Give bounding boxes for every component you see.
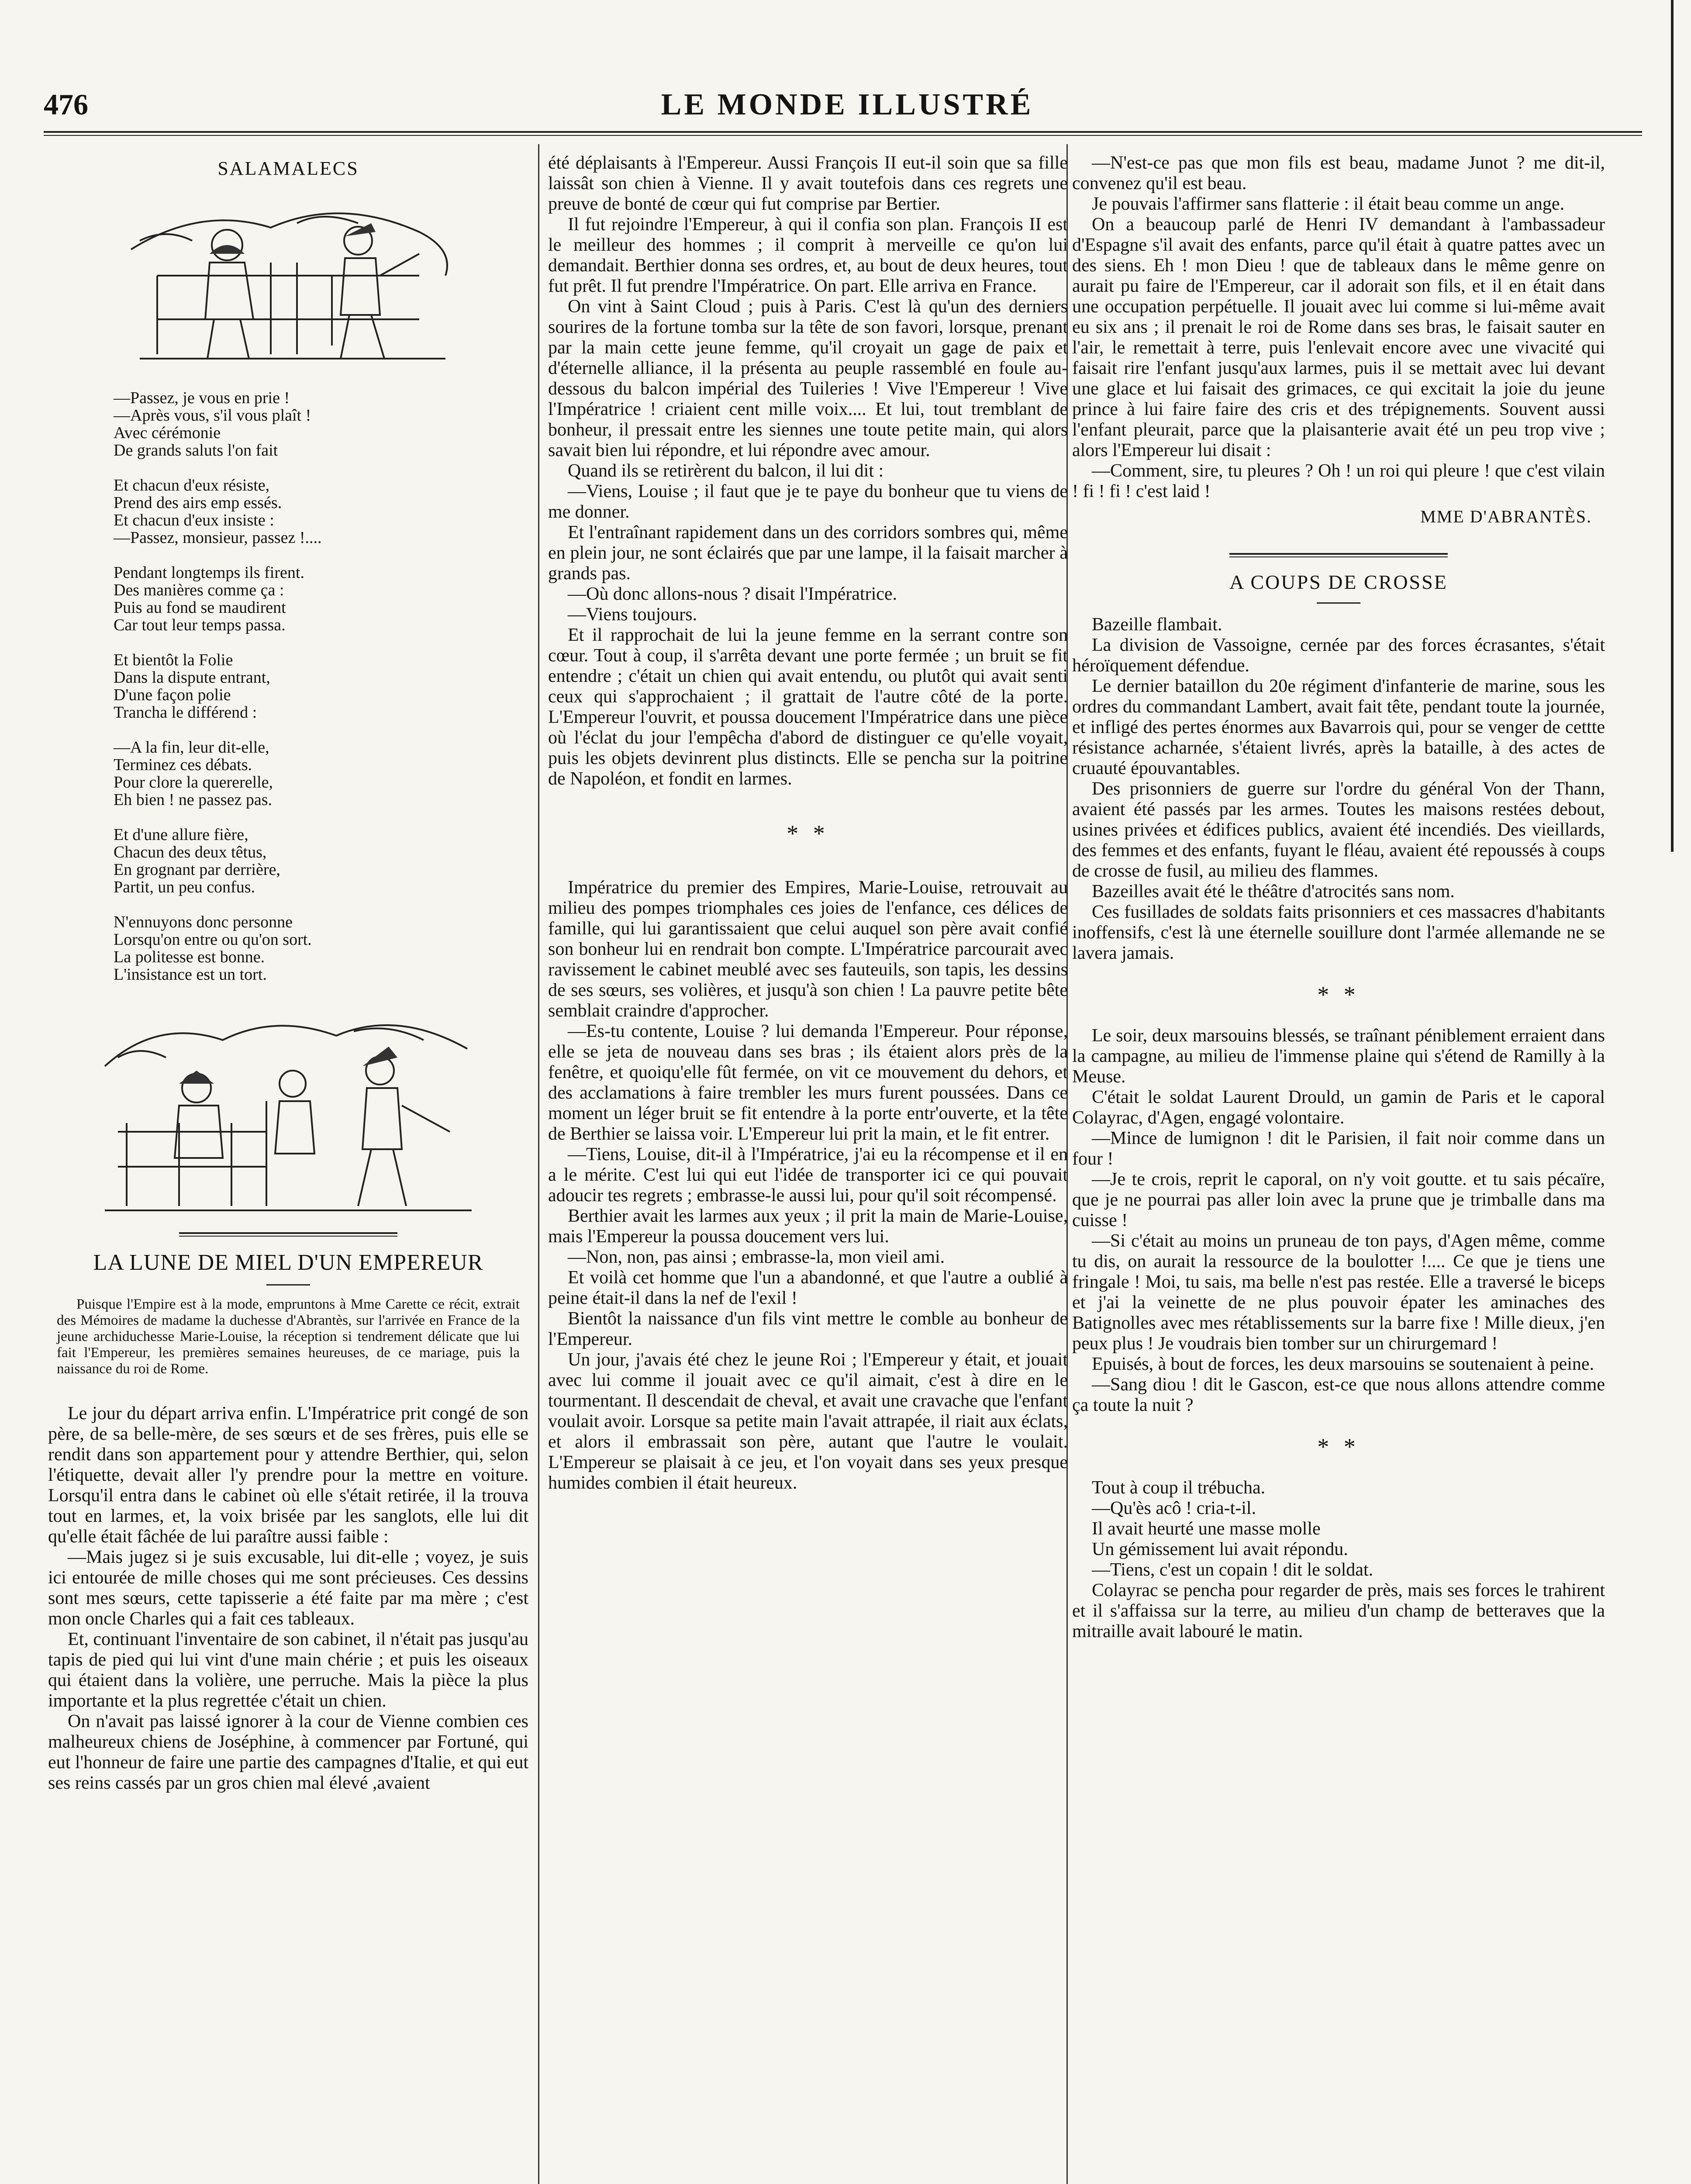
poem-line: Et bientôt la Folie xyxy=(114,651,233,669)
poem-stanza xyxy=(114,477,528,546)
paragraph: Impératrice du premier des Empires, Marie-Louise, retrouvait au milieu des pompes triomphales ces joies de l'enfance, ces délices de famille, qui lui garantissaient que celui auquel son père avait confié son bonheur lui en rendrait bon compte. L'Impératrice parcourait avec ravissement le cabinet meublé avec ses fauteuils, son tapis, les dessins de ses sœurs, ses volières, et jusqu'à son chien ! La pauvre petite bête semblait craindre d'approcher. xyxy=(548,878,1068,1021)
paragraph: Le soir, deux marsouins blessés, se traînant péniblement erraient dans la campagne, au milieu de l'immense plaine qui s'étend de Ramilly à la Meuse. xyxy=(1072,1026,1605,1087)
paragraph: Tout à coup il trébucha. xyxy=(1092,1478,1266,1498)
paragraph: Bientôt la naissance d'un fils vint mettre le comble au bonheur de l'Empereur. xyxy=(548,1309,1068,1349)
paragraph: Quand ils se retirèrent du balcon, il lui dit : xyxy=(568,461,884,481)
page-header xyxy=(44,87,1651,135)
poem-line: Puis au fond se maudirent xyxy=(114,598,286,617)
paragraph: Le dernier bataillon du 20e régiment d'infanterie de marine, sous les ordres du commandant Lambert, avait fait tête, pendant toute la journée, et infligé des pertes énormes aux Bavarrois qui, pour se venger de cettte résistance acharnée, s'étaient livrés, après la bataille, à des actes de cruauté épouvantables. xyxy=(1072,676,1605,778)
poem-line: Trancha le différend : xyxy=(114,703,257,722)
paragraph: —Tiens, Louise, dit-il à l'Impératrice, j'ai eu la récompense et il en a le mérite. C'est lui qui eut l'idée de transporter ici ce qui pouvait adoucir tes regrets ; embrasse-le aussi lui, pour qu'il soit récompensé. xyxy=(548,1144,1068,1206)
poem-line: Partit, un peu confus. xyxy=(114,878,255,896)
poem-line: D'une façon polie xyxy=(114,686,231,704)
page-edge-line xyxy=(1671,0,1674,852)
poem-stanza xyxy=(114,389,528,459)
paragraph: Epuisés, à bout de forces, les deux marsouins se soutenaient à peine. xyxy=(1092,1354,1594,1374)
poem-line: Terminez ces débats. xyxy=(114,756,252,774)
paragraph: Et il rapprochait de lui la jeune femme en la serrant contre son cœur. Tout à coup, il s'arrêta devant une porte fermée ; un bruit se fit entendre ; c'était un chien qui avait entendu, ou plutôt qui avait senti ceux qui s'approchaient ; il grattait de l'autre côté de la porte. L'Empereur l'ouvrit, et poussa doucement l'Impératrice dans une pièce où l'éclat du jour l'empêcha d'abord de distinguer ce qu'elle voyait, puis les objets devinrent plus distincts. Elle se pencha sur la poitrine de Napoléon, et fondit en larmes. xyxy=(548,625,1068,789)
section-separator xyxy=(179,1232,397,1237)
poem-line: N'ennuyons donc personne xyxy=(114,913,293,931)
column-1 xyxy=(48,153,528,2184)
poem-line: L'insistance est un tort. xyxy=(114,965,267,984)
paragraph: On vint à Saint Cloud ; puis à Paris. C'est là qu'un des derniers sourires de la fortune tomba sur la tête de son favori, lorsque, prenant par la main cette jeune femme, qu'il croyait un gage de paix et d'éternelle alliance, il la présenta au peuple rassemblé en foule au-dessous du balcon impérial des Tuileries ! Vive l'Empereur ! Vive l'Impératrice ! criaient cent mille voix.... Et lui, tout tremblant de bonheur, il pressait entre les siennes une toute petite main, qui alors savait bien lui répondre, et lui répondre avec amour. xyxy=(548,297,1068,460)
paragraph: —Si c'était au moins un pruneau de ton pays, d'Agen même, comme tu dis, on aurait la ressource de la boulotter !.... Ce que je tiens une fringale ! Moi, tu sais, ma belle n'est pas restée. Elle a traversé le biceps et j'ai la veinette de ne plus pouvoir épater les aminaches des Batignolles avec mes rétablissements sur la barre fixe ! Mille dieux, j'en peux plus ! Je voudrais bien tomber sur un chirurgemard ! xyxy=(1072,1231,1605,1354)
section-separator xyxy=(1229,553,1448,557)
lune-title: LA LUNE DE MIEL D'UN EMPEREUR xyxy=(93,1250,483,1275)
paragraph: été déplaisants à l'Empereur. Aussi François II eut-il soin que sa fille laissât son chien à Vienne. Il y avait toutefois dans ces regrets une preuve de bonté de cœur qui fut comprise par Bertier. xyxy=(548,153,1068,214)
section-stars: * * xyxy=(1317,981,1360,1008)
paragraph: —Je te crois, reprit le caporal, on n'y voit goutte. et tu sais pécaïre, que je ne pourrai pas aller loin avec la prune que je trimballe dans ma cuisse ! xyxy=(1072,1169,1605,1230)
newspaper-title: LE MONDE ILLUSTRÉ xyxy=(661,88,1034,121)
paragraph: —Mais jugez si je suis excusable, lui dit-elle ; voyez, je suis ici entourée de mille choses qui me sont précieuses. Ces dessins sont mes sœurs, cette tapisserie a été faite par ma mère ; c'est mon oncle Charles qui a fait ces tableaux. xyxy=(48,1547,528,1629)
paragraph: La division de Vassoigne, cernée par des forces écrasantes, s'était héroïquement défendue. xyxy=(1072,635,1605,676)
poem-line: Chacun des deux têtus, xyxy=(114,843,267,861)
paragraph: Il avait heurté une masse molle xyxy=(1092,1519,1321,1539)
paragraph: Je pouvais l'affirmer sans flatterie : il était beau comme un ange. xyxy=(1092,194,1565,214)
poem-line: Des manières comme ça : xyxy=(114,581,284,599)
poem-line: La politesse est bonne. xyxy=(114,948,265,966)
paragraph: Le jour du départ arriva enfin. L'Impératrice prit congé de son père, de sa belle-mère, de ses sœurs et de ses frères, puis elle se rendit dans son appartement pour y attendre Berthier, qui, selon l'étiquette, devait aller l'y prendre pour la mettre en voiture. Lorsqu'il entra dans le cabinet où elle s'était retirée, il la trouva tout en larmes, et, la voix brisée par les sanglots, elle lui dit qu'elle était fâchée de lui paraître aussi faible : xyxy=(48,1403,528,1547)
poem-line: Pendant longtemps ils firent. xyxy=(114,563,304,582)
paragraph: —Comment, sire, tu pleures ? Oh ! un roi qui pleure ! que c'est vilain ! fi ! fi ! c'est laid ! xyxy=(1072,461,1605,501)
paragraph: Colayrac se pencha pour regarder de près, mais ses forces le trahirent et il s'affaissa sur la terre, au milieu d'un champ de betteraves que la mitraille avait labouré le matin. xyxy=(1072,1580,1605,1641)
poem-line: Et chacun d'eux résiste, xyxy=(114,476,270,494)
poem-line: Car tout leur temps passa. xyxy=(114,616,286,634)
salamalecs-poem xyxy=(114,389,528,983)
paragraph: —Non, non, pas ainsi ; embrasse-la, mon vieil ami. xyxy=(568,1247,945,1267)
paragraph: Et voilà cet homme que l'un a abandonné, et que l'autre a oublié à peine était-il dans la nef de l'exil ! xyxy=(548,1268,1068,1308)
paragraph: Bazeille flambait. xyxy=(1092,615,1222,635)
paragraph: —Es-tu contente, Louise ? lui demanda l'Empereur. Pour réponse, elle se jeta de nouveau dans ses bras ; ils étaient alors près de la fenêtre, et quoiqu'elle fût fermée, on vit ce mouvement du dehors, et des acclamations à faire trembler les murs furent poussées. Dans ce moment un léger bruit se fit entendre à la porte entr'ouverte, et la tête de Berthier se laissa voir. L'Empereur lui prit la main, et le fit entrer. xyxy=(548,1021,1068,1144)
poem-stanza xyxy=(114,564,528,634)
poem-line: Eh bien ! ne passez pas. xyxy=(114,791,272,809)
poem-stanza xyxy=(114,651,528,721)
section-stars: * * xyxy=(1317,1434,1360,1460)
poem-line: —Passez, monsieur, passez !.... xyxy=(114,529,322,547)
poem-stanza xyxy=(114,826,528,896)
paragraph: Un gémissement lui avait répondu. xyxy=(1092,1539,1348,1559)
paragraph: —Sang diou ! dit le Gascon, est-ce que nous allons attendre comme ça toute la nuit ? xyxy=(1072,1375,1605,1415)
signature: MME D'ABRANTÈS. xyxy=(1420,507,1592,526)
poem-line: Prend des airs emp essés. xyxy=(114,494,282,512)
poem-line: —Passez, je vous en prie ! xyxy=(114,389,290,407)
paragraph: Un jour, j'avais été chez le jeune Roi ; l'Empereur y était, et jouait avec lui comme il jouait avec ce qu'il aimait, c'est à dire en le tourmentant. Il descendait de cheval, et avait une cravache que l'enfant voulait avoir. Lorsque sa petite main l'avait attrapée, il riait aux éclats, et alors il embrassait son père, autant que l'autre le voulait. L'Empereur se plaisait à ce jeu, et l'on voyait dans ses yeux presque humides combien il était heureux. xyxy=(548,1350,1068,1493)
title-underline xyxy=(1317,602,1360,604)
paragraph: Des prisonniers de guerre sur l'ordre du général Von der Thann, avaient été passés par les armes. Toutes les maisons restées debout, usines privées et édifices publics, avaient été incendiés. Des vieillards, des femmes et des enfants, fuyant le fléau, avaient été repoussés à coups de crosse de fusil, au milieu des flammes. xyxy=(1072,779,1605,881)
intro-paragraph: Puisque l'Empire est à la mode, empruntons à Mme Carette ce récit, extrait des Mémoires de madame la duchesse d'Abrantès, sur l'arrivée en France de la jeune archiduchesse Marie-Louise, la réception si tendrement délicate que lui fait l'Empereur, les premières semaines heureuses, de ce mariage, puis la naissance du roi de Rome. xyxy=(57,1296,520,1377)
column-2 xyxy=(548,153,1068,2184)
paragraph: C'était le soldat Laurent Drould, un gamin de Paris et le caporal Colayrac, d'Agen, engagé volontaire. xyxy=(1072,1087,1605,1128)
paragraph: —Où donc allons-nous ? disait l'Impératrice. xyxy=(568,584,897,604)
paragraph: —Viens, Louise ; il faut que je te paye du bonheur que tu viens de me donner. xyxy=(548,481,1068,522)
column-rule-1 xyxy=(538,144,539,2184)
page-number: 476 xyxy=(44,88,88,121)
poem-line: Et d'une allure fière, xyxy=(114,826,248,844)
paragraph: Ces fusillades de soldats faits prisonniers et ces massacres d'habitants inoffensifs, c'est là une éternelle souillure dont l'armée allemande ne se lavera jamais. xyxy=(1072,902,1605,963)
header-rule xyxy=(44,131,1642,136)
poem-stanza xyxy=(114,739,528,809)
poem-line: Et chacun d'eux insiste : xyxy=(114,511,274,529)
poem-line: Dans la dispute entrant, xyxy=(114,668,270,687)
crosse-title: A COUPS DE CROSSE xyxy=(1229,571,1448,593)
column-3 xyxy=(1072,153,1605,2184)
paragraph: Il fut rejoindre l'Empereur, à qui il confia son plan. François II est le meilleur des hommes ; il comprit à merveille ce qu'on lui demandait. Berthier donna ses ordres, et, au bout de deux heures, tout fut prêt. Il fut prendre l'Impératrice. On part. Elle arriva en France. xyxy=(548,214,1068,296)
paragraph: Et, continuant l'inventaire de son cabinet, il n'était pas jusqu'au tapis de pied qui lui vint d'une main chérie ; et puis les oiseaux qui étaient dans la volière, une perruche. Mais la pièce la plus importante et la plus regrettée c'était un chien. xyxy=(48,1629,528,1711)
paragraph: —N'est-ce pas que mon fils est beau, madame Junot ? me dit-il, convenez qu'il est beau. xyxy=(1072,153,1605,194)
illustration-top xyxy=(114,188,463,372)
illustration-bottom xyxy=(92,1001,485,1219)
lune-intro xyxy=(57,1296,520,1377)
paragraph: On n'avait pas laissé ignorer à la cour de Vienne combien ces malheureux chiens de Joséphine, à commencer par Fortuné, qui eut l'honneur de faire une partie des campagnes d'Italie, et qui eut ses reins cassés par un gros chien mal élevé ,avaient xyxy=(48,1711,528,1793)
section-stars: * * xyxy=(787,820,829,847)
poem-line: De grands saluts l'on fait xyxy=(114,441,278,460)
poem-line: —A la fin, leur dit-elle, xyxy=(114,738,269,757)
paragraph: —Qu'ès acô ! cria-t-il. xyxy=(1092,1498,1256,1518)
paragraph: Et l'entraînant rapidement dans un des corridors sombres qui, même en plein jour, ne sont éclairés que par une lampe, il la faisait marcher à grands pas. xyxy=(548,522,1068,584)
paragraph: —Viens toujours. xyxy=(568,605,697,625)
poem-line: En grognant par derrière, xyxy=(114,860,280,879)
poem-line: Avec cérémonie xyxy=(114,424,221,442)
paragraph: —Mince de lumignon ! dit le Parisien, il fait noir comme dans un four ! xyxy=(1072,1128,1605,1169)
poem-line: —Après vous, s'il vous plaît ! xyxy=(114,406,311,425)
poem-stanza xyxy=(114,913,528,983)
paragraph: Bazeilles avait été le théâtre d'atrocités sans nom. xyxy=(1092,881,1455,902)
poem-line: Lorsqu'on entre ou qu'on sort. xyxy=(114,930,312,949)
title-underline xyxy=(266,1284,310,1286)
paragraph: —Tiens, c'est un copain ! dit le soldat. xyxy=(1092,1560,1374,1580)
paragraph: Berthier avait les larmes aux yeux ; il prit la main de Marie-Louise, mais l'Empereur la poussa doucement vers lui. xyxy=(548,1206,1068,1247)
salamalecs-title: SALAMALECS xyxy=(217,158,359,179)
poem-line: Pour clore la quererelle, xyxy=(114,773,273,791)
paragraph: On a beaucoup parlé de Henri IV demandant à l'ambassadeur d'Espagne s'il avait des enfants, parce qu'il était à quatre pattes avec un des siens. Eh ! mon Dieu ! que de tableaux dans le même genre on aurait pu faire de l'Empereur, car il adorait son fils, et il en était dans une occupation perpétuelle. Il jouait avec lui comme si lui-même avait eu six ans ; il prenait le roi de Rome dans ses bras, le faisait sauter en l'air, le remettait à terre, puis l'enlevait encore avec une vivacité qui faisait rire l'enfant jusqu'aux larmes, puis il se mettait avec lui devant une glace et lui faisait des grimaces, ce qui excitait la joie du jeune prince à lui faire faire des cris et des trépignements. Souvent aussi l'enfant pleurait, parce que la plaisanterie avait été un peu trop vive ; alors l'Empereur lui disait : xyxy=(1072,214,1605,460)
